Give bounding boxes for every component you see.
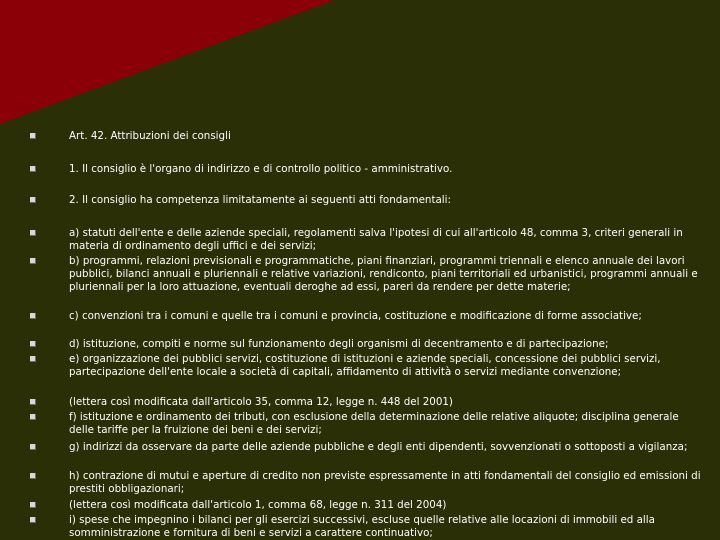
list-item: [30, 255, 702, 294]
square-bullet-icon: [30, 473, 36, 479]
list-item: [30, 396, 702, 409]
square-bullet-icon: [30, 517, 36, 523]
list-item: [30, 470, 702, 496]
square-bullet-icon: [30, 356, 36, 362]
list-item-text: (lettera così modificata dall'articolo 1, comma 68, legge n. 311 del 2004): [69, 499, 447, 511]
list-item-text: b) programmi, relazioni previsionali e programmatiche, piani finanziari, programmi triennali e elenco annuale dei lavori pubblici, bilanci annuali e pluriennali e relative variazioni, rendiconto, piani territoriali ed urbanistici, programmi annuali e pluriennali per la loro attuazione, eventuali deroghe ad essi, pareri da rendere per dette materie;: [69, 255, 698, 293]
square-bullet-icon: [30, 399, 36, 405]
list-item-text: c) convenzioni tra i comuni e quelle tra i comuni e provincia, costituzione e modificazione di forme associative;: [69, 310, 642, 322]
square-bullet-icon: [30, 166, 36, 172]
list-item-text: h) contrazione di mutui e aperture di credito non previste espressamente in atti fondamentali del consiglio ed emissioni di prestiti obbligazionari;: [69, 470, 701, 495]
list-item: [30, 227, 702, 253]
list-item-text: (lettera così modificata dall'articolo 35, comma 12, legge n. 448 del 2001): [69, 396, 453, 408]
list-item-text: 1. Il consiglio è l'organo di indirizzo e di controllo politico - amministrativo.: [69, 163, 453, 175]
list-item-text: i) spese che impegnino i bilanci per gli esercizi successivi, escluse quelle relative alle locazioni di immobili ed alla somministrazione e fornitura di beni e servizi a carattere continuativo;: [69, 514, 655, 539]
list-item-text: a) statuti dell'ente e delle aziende speciali, regolamenti salva l'ipotesi di cui all'articolo 48, comma 3, criteri generali in materia di ordinamento degli uffici e dei servizi;: [69, 227, 683, 252]
list-item: [30, 338, 702, 351]
square-bullet-icon: [30, 197, 36, 203]
list-item: [30, 310, 702, 323]
list-item-text: g) indirizzi da osservare da parte delle aziende pubbliche e degli enti dipendenti, sovvenzionati o sottoposti a vigilanza;: [69, 441, 688, 453]
list-item: [30, 353, 702, 379]
square-bullet-icon: [30, 313, 36, 319]
list-item: [30, 441, 702, 454]
list-item-text: d) istituzione, compiti e norme sul funzionamento degli organismi di decentramento e di partecipazione;: [69, 338, 609, 350]
list-item: [30, 163, 702, 176]
square-bullet-icon: [30, 230, 36, 236]
list-item-text: f) istituzione e ordinamento dei tributi, con esclusione della determinazione delle relative aliquote; disciplina generale delle tariffe per la fruizione dei beni e dei servizi;: [69, 411, 679, 436]
square-bullet-icon: [30, 341, 36, 347]
square-bullet-icon: [30, 444, 36, 450]
square-bullet-icon: [30, 133, 36, 139]
list-item: [30, 411, 702, 437]
square-bullet-icon: [30, 414, 36, 420]
list-item-text: Art. 42. Attribuzioni dei consigli: [69, 130, 231, 142]
list-item: [30, 130, 702, 143]
list-item: [30, 514, 702, 540]
list-item-text: 2. Il consiglio ha competenza limitatamente ai seguenti atti fondamentali:: [69, 194, 451, 206]
square-bullet-icon: [30, 502, 36, 508]
list-item-text: e) organizzazione dei pubblici servizi, costituzione di istituzioni e aziende speciali, concessione dei pubblici servizi, partecipazione dell'ente locale a società di capitali, affidamento di attività o servizi mediante convenzione;: [69, 353, 661, 378]
list-item: [30, 499, 702, 512]
list-item: [30, 194, 702, 207]
square-bullet-icon: [30, 258, 36, 264]
